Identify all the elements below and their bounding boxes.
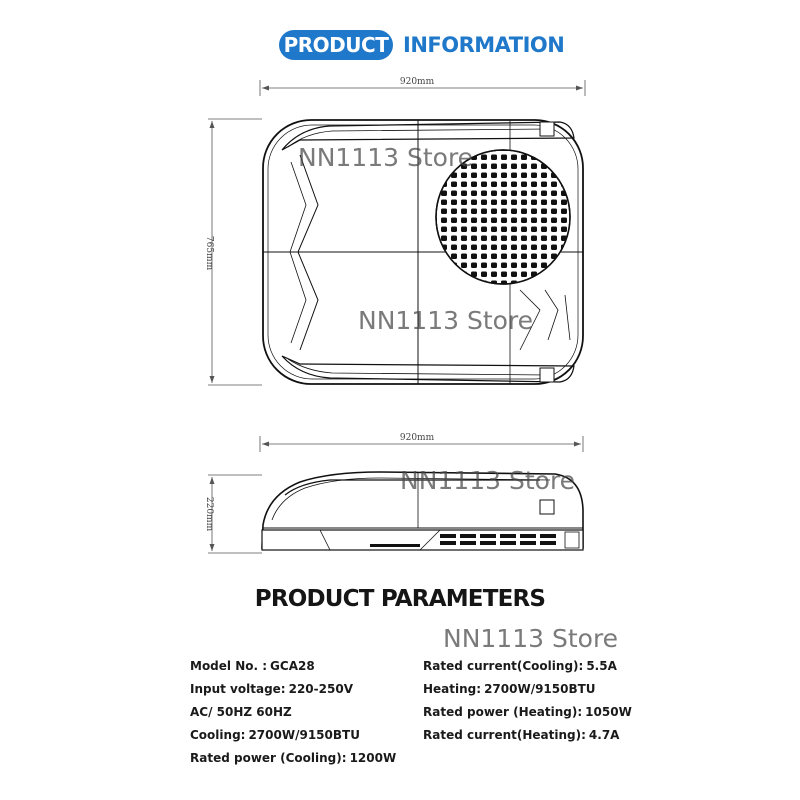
param-value: 1050W xyxy=(585,705,632,719)
param-value: 220-250V xyxy=(288,682,353,696)
header-pill-product: PRODUCT xyxy=(279,30,393,60)
param-cooling xyxy=(190,724,396,747)
side-width-dimension: 920mm xyxy=(399,433,435,443)
param-rated-power-cooling xyxy=(190,747,396,770)
param-value: 2700W/9150BTU xyxy=(484,682,596,696)
watermark: NN1113 Store xyxy=(400,466,576,495)
watermark: NN1113 Store xyxy=(298,143,474,172)
param-rated-current-cooling xyxy=(423,655,632,678)
parameters-left-column xyxy=(190,655,396,770)
watermark: NN1113 Store xyxy=(443,624,619,653)
param-label: Rated current(Cooling): xyxy=(423,659,584,673)
param-heating xyxy=(423,678,632,701)
product-parameters-title: PRODUCT PARAMETERS xyxy=(254,586,546,612)
param-value: 4.7A xyxy=(588,728,620,742)
param-rated-power-heating xyxy=(423,701,632,724)
top-height-dimension: 765mm xyxy=(204,235,214,271)
parameters-right-column xyxy=(423,655,632,747)
param-label: Rated power (Cooling): xyxy=(190,751,347,765)
param-label: Input voltage: xyxy=(190,682,286,696)
param-label: Heating: xyxy=(423,682,482,696)
param-value: 5.5A xyxy=(586,659,617,673)
header-word-information: INFORMATION xyxy=(403,33,565,57)
param-rated-current-heating xyxy=(423,724,632,747)
param-ac-frequency xyxy=(190,701,396,724)
side-height-dimension: 220mm xyxy=(204,496,214,532)
watermark: NN1113 Store xyxy=(358,306,534,335)
param-model xyxy=(190,655,396,678)
param-value: 1200W xyxy=(349,751,397,765)
param-label: Rated power (Heating): xyxy=(423,705,583,719)
top-width-dimension: 920mm xyxy=(399,77,435,87)
top-view xyxy=(204,77,585,385)
param-input-voltage xyxy=(190,678,396,701)
param-label: AC/ 50HZ 60HZ xyxy=(190,705,292,719)
param-label: Cooling: xyxy=(190,728,246,742)
param-value: 2700W/9150BTU xyxy=(248,728,360,742)
param-value: GCA28 xyxy=(270,659,315,673)
param-label: Model No. : xyxy=(190,659,268,673)
param-label: Rated current(Heating): xyxy=(423,728,586,742)
